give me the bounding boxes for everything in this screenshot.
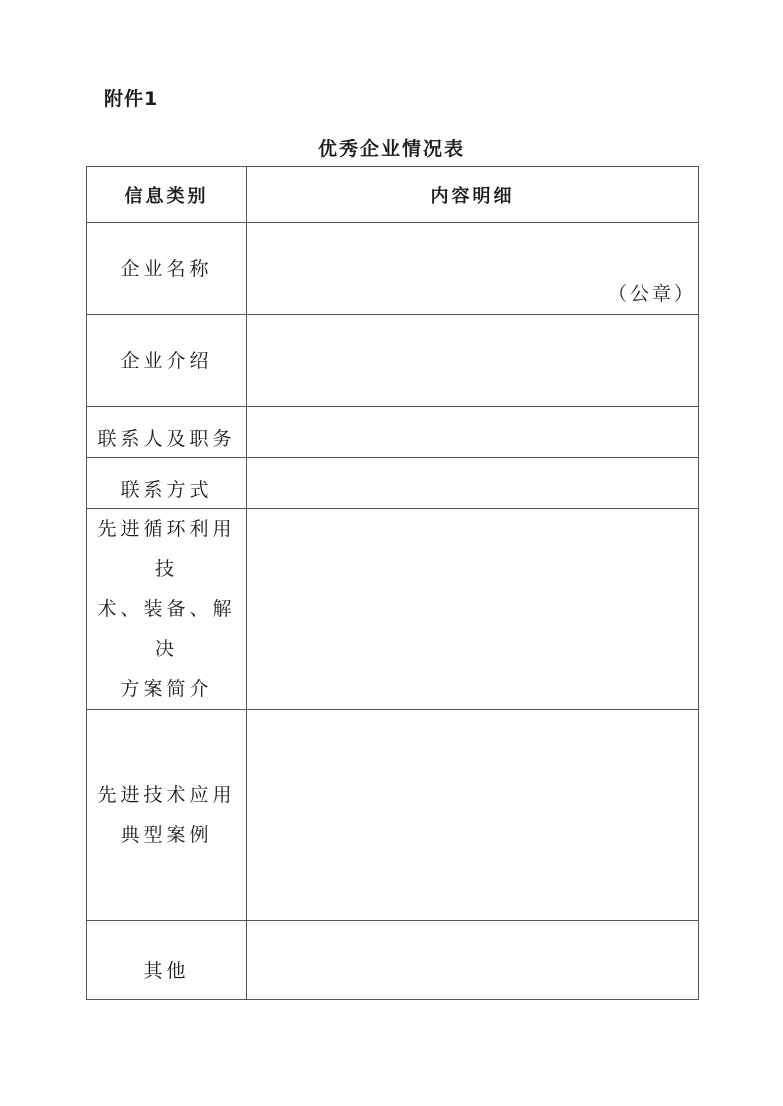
row-label-company-intro: 企业介绍 bbox=[87, 315, 247, 407]
label-line: 先进循环利用技 bbox=[97, 518, 236, 580]
label-line: 先进技术应用 bbox=[97, 784, 236, 806]
enterprise-info-table bbox=[86, 166, 699, 1000]
row-label-company-name: 企业名称 bbox=[87, 223, 247, 315]
form-title: 优秀企业情况表 bbox=[317, 138, 465, 160]
table-row bbox=[87, 223, 699, 315]
tech-summary-field[interactable] bbox=[247, 509, 699, 710]
attachment-label: 附件1 bbox=[104, 88, 159, 110]
header-content-detail: 内容明细 bbox=[247, 167, 699, 223]
row-label-contact-method: 联系方式 bbox=[87, 458, 247, 509]
company-seal-note: （公章） bbox=[607, 283, 696, 305]
row-label-contact-person: 联系人及职务 bbox=[87, 407, 247, 458]
contact-person-field[interactable] bbox=[247, 407, 699, 458]
label-line: 典型案例 bbox=[120, 824, 213, 846]
company-name-field[interactable] bbox=[247, 223, 699, 315]
contact-method-field[interactable] bbox=[247, 458, 699, 509]
typical-cases-field[interactable] bbox=[247, 710, 699, 921]
table-row bbox=[87, 921, 699, 1000]
table-header-row bbox=[87, 167, 699, 223]
row-label-tech-summary bbox=[87, 509, 247, 710]
header-info-category: 信息类别 bbox=[87, 167, 247, 223]
company-intro-field[interactable] bbox=[247, 315, 699, 407]
table-row bbox=[87, 710, 699, 921]
table-row bbox=[87, 315, 699, 407]
label-line: 方案简介 bbox=[120, 678, 213, 700]
table-row bbox=[87, 509, 699, 710]
other-field[interactable] bbox=[247, 921, 699, 1000]
row-label-other: 其他 bbox=[87, 921, 247, 1000]
table-row bbox=[87, 407, 699, 458]
row-label-typical-cases bbox=[87, 710, 247, 921]
table-row bbox=[87, 458, 699, 509]
label-line: 术、装备、解决 bbox=[97, 598, 236, 660]
